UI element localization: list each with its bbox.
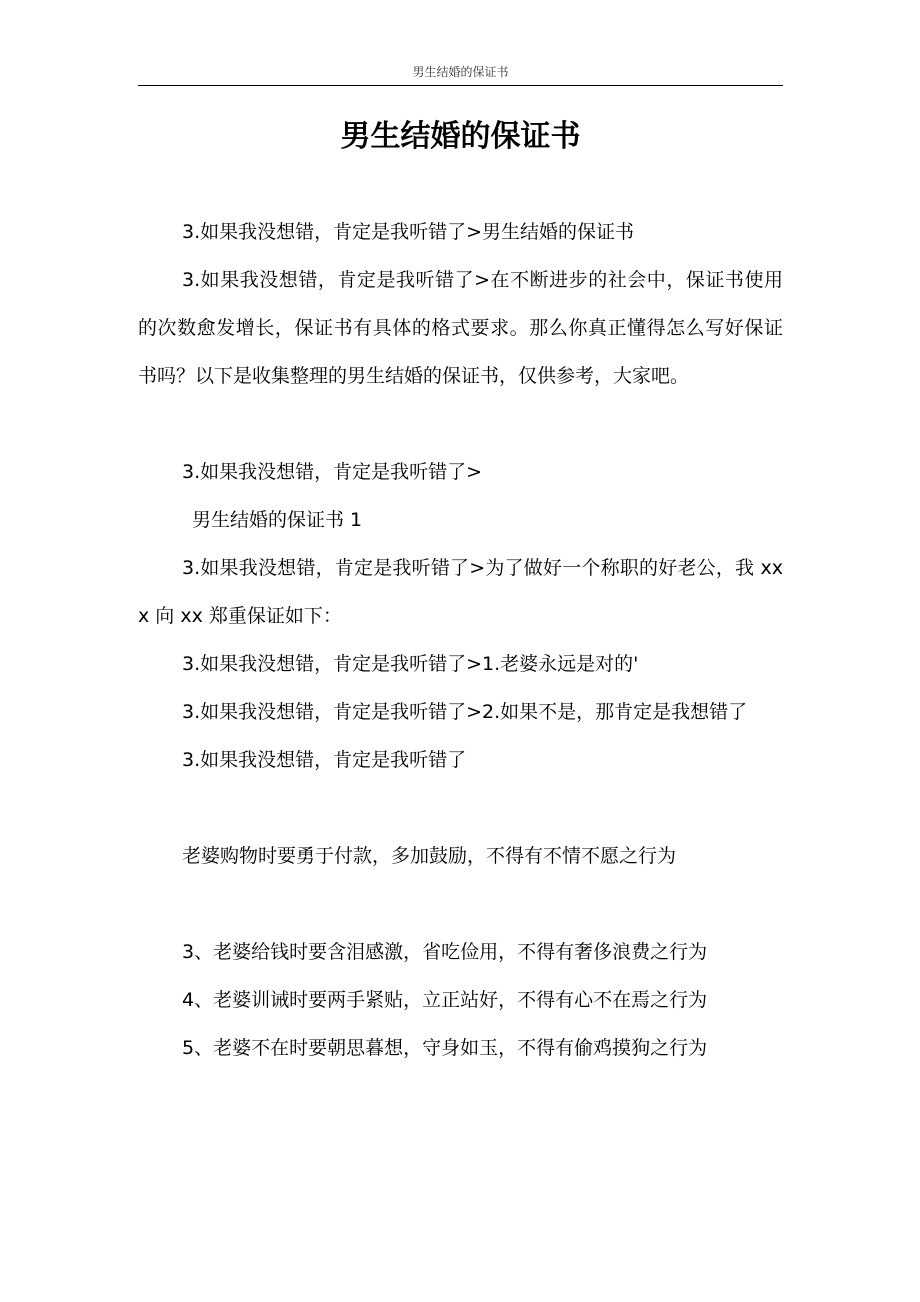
list-item: 4、老婆训诫时要两手紧贴，立正站好，不得有心不在焉之行为 xyxy=(182,989,708,1011)
document-body xyxy=(138,208,783,1072)
list-item: 5、老婆不在时要朝思暮想，守身如玉，不得有偷鸡摸狗之行为 xyxy=(182,1037,708,1059)
paragraph: 3.如果我没想错，肯定是我听错了>2.如果不是，那肯定是我想错了 xyxy=(182,701,748,723)
list-item: 3、老婆给钱时要含泪感激，省吃俭用，不得有奢侈浪费之行为 xyxy=(182,941,708,963)
section-heading: 男生结婚的保证书 1 xyxy=(192,509,363,531)
paragraph-gap xyxy=(138,400,783,448)
header-rule xyxy=(138,85,783,86)
paragraph: 3.如果我没想错，肯定是我听错了>在不断进步的社会中，保证书使用的次数愈发增长，保证书有具体的格式要求。那么你真正懂得怎么写好保证书吗？以下是收集整理的男生结婚的保证书，仅供参考，大家吧。 xyxy=(138,269,783,387)
running-header: 男生结婚的保证书 xyxy=(412,65,509,79)
paragraph-gap xyxy=(138,784,783,832)
paragraph: 老婆购物时要勇于付款，多加鼓励，不得有不情不愿之行为 xyxy=(182,845,677,867)
paragraph: 3.如果我没想错，肯定是我听错了 xyxy=(182,749,467,771)
paragraph: 3.如果我没想错，肯定是我听错了> xyxy=(182,461,483,483)
paragraph-gap xyxy=(138,880,783,928)
document-title: 男生结婚的保证书 xyxy=(340,119,581,154)
paragraph: 3.如果我没想错，肯定是我听错了>1.老婆永远是对的' xyxy=(182,653,639,675)
paragraph: 3.如果我没想错，肯定是我听错了>男生结婚的保证书 xyxy=(182,221,635,243)
paragraph: 3.如果我没想错，肯定是我听错了>为了做好一个称职的好老公，我 xxx 向 xx 郑重保证如下： xyxy=(138,557,783,627)
